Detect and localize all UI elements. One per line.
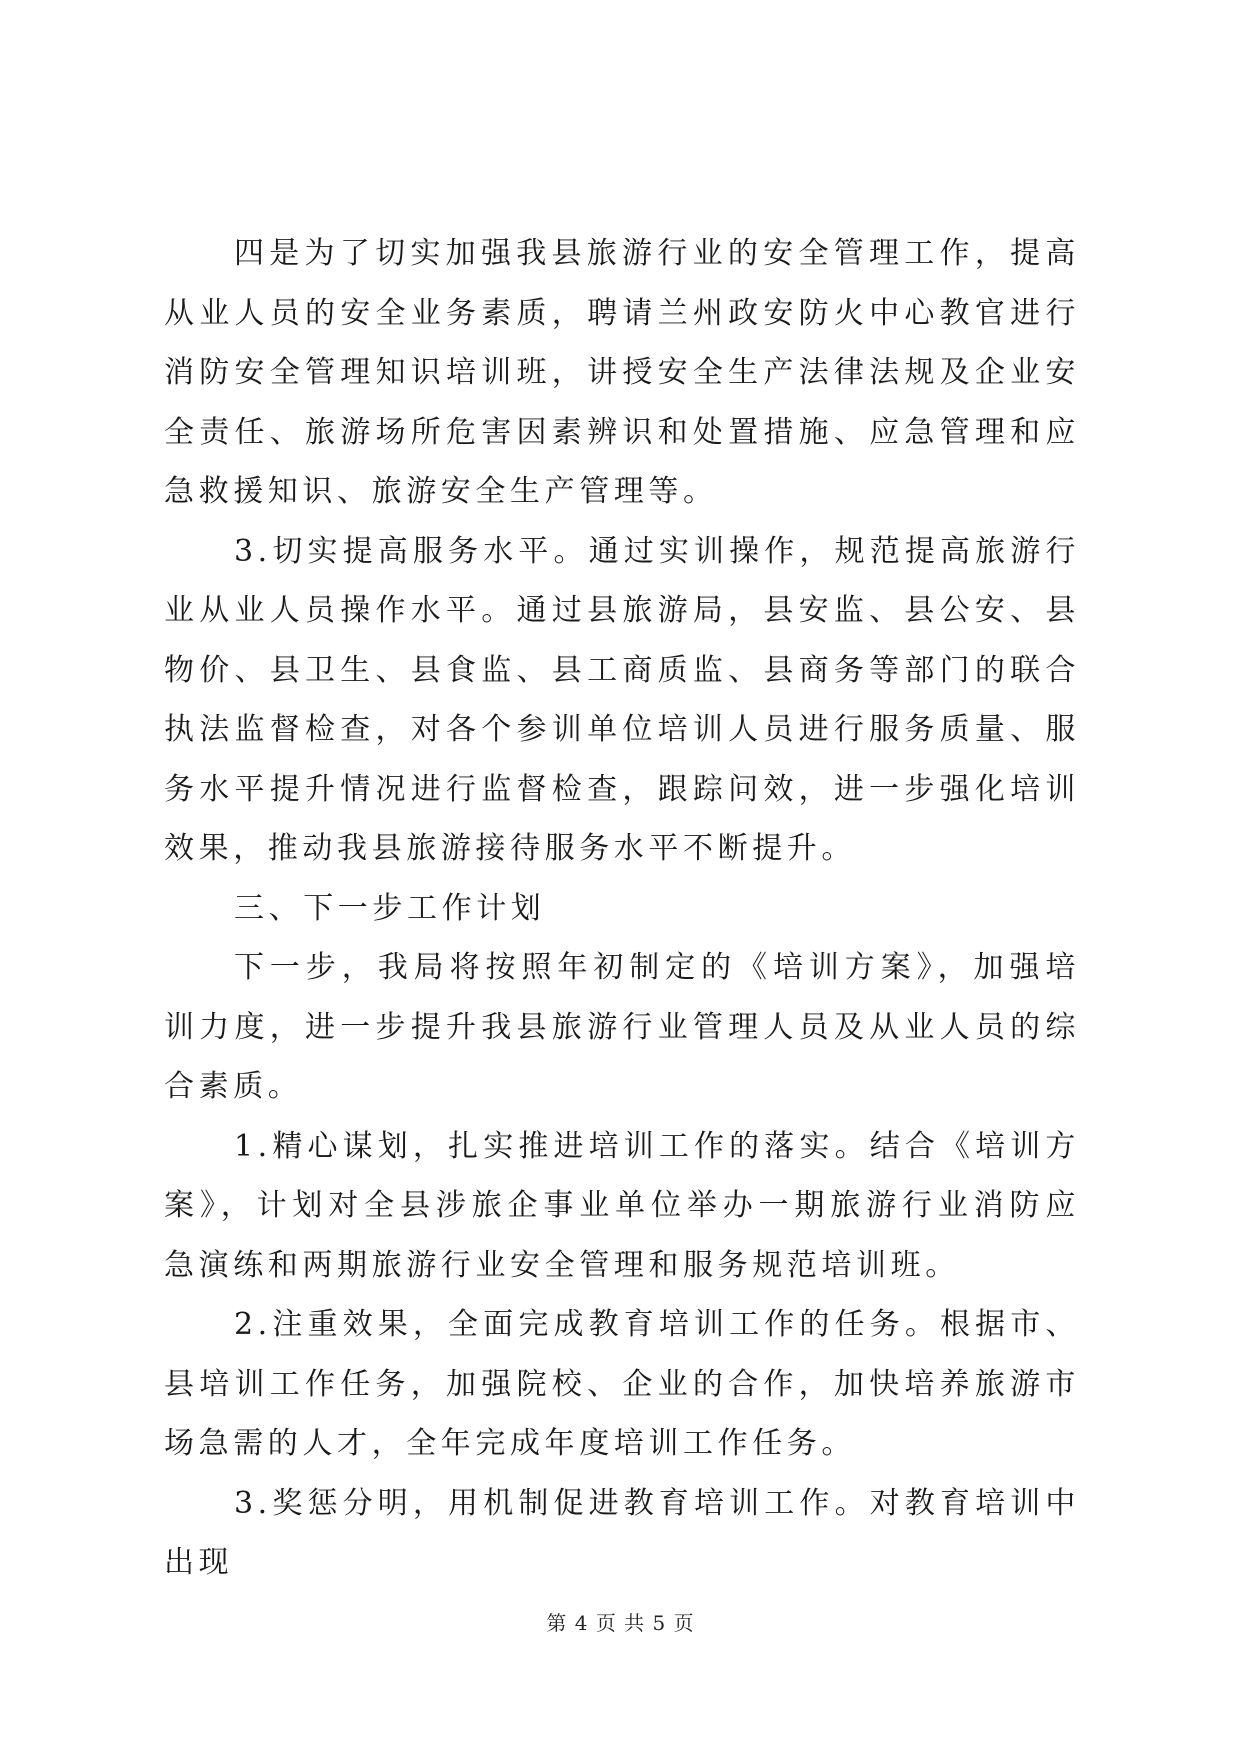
document-body: [164, 224, 1080, 1593]
section-heading-next-steps: 三、下一步工作计划: [234, 890, 546, 926]
paragraph-plan-item-2: 2.注重效果，全面完成教育培训工作的任务。根据市、县培训工作任务，加强院校、企业的合作，加快培养旅游市场急需的人才，全年完成年度培训工作任务。: [164, 1307, 1080, 1461]
paragraph-service-level: 3.切实提高服务水平。通过实训操作，规范提高旅游行业从业人员操作水平。通过县旅游局，县安监、县公安、县物价、县卫生、县食监、县工商质监、县商务等部门的联合执法监督检查，对各个参训单位培训人员进行服务质量、服务水平提升情况进行监督检查，跟踪问效，进一步强化培训效果，推动我县旅游接待服务水平不断提升。: [164, 533, 1080, 866]
paragraph-plan-item-3: 3.奖惩分明，用机制促进教育培训工作。对教育培训中出现: [164, 1485, 1080, 1580]
paragraph-plan-item-1: 1.精心谋划，扎实推进培训工作的落实。结合《培训方案》，计划对全县涉旅企事业单位举办一期旅游行业消防应急演练和两期旅游行业安全管理和服务规范培训班。: [164, 1128, 1080, 1283]
page-number-footer: 第 4 页 共 5 页: [546, 1611, 695, 1635]
paragraph-next-steps-intro: 下一步，我局将按照年初制定的《培训方案》，加强培训力度，进一步提升我县旅游行业管理人员及从业人员的综合素质。: [164, 950, 1080, 1104]
paragraph-safety-training: 四是为了切实加强我县旅游行业的安全管理工作，提高从业人员的安全业务素质，聘请兰州政安防火中心教官进行消防安全管理知识培训班，讲授安全生产法律法规及企业安全责任、旅游场所危害因素辨识和处置措施、应急管理和应急救援知识、旅游安全生产管理等。: [164, 236, 1080, 509]
